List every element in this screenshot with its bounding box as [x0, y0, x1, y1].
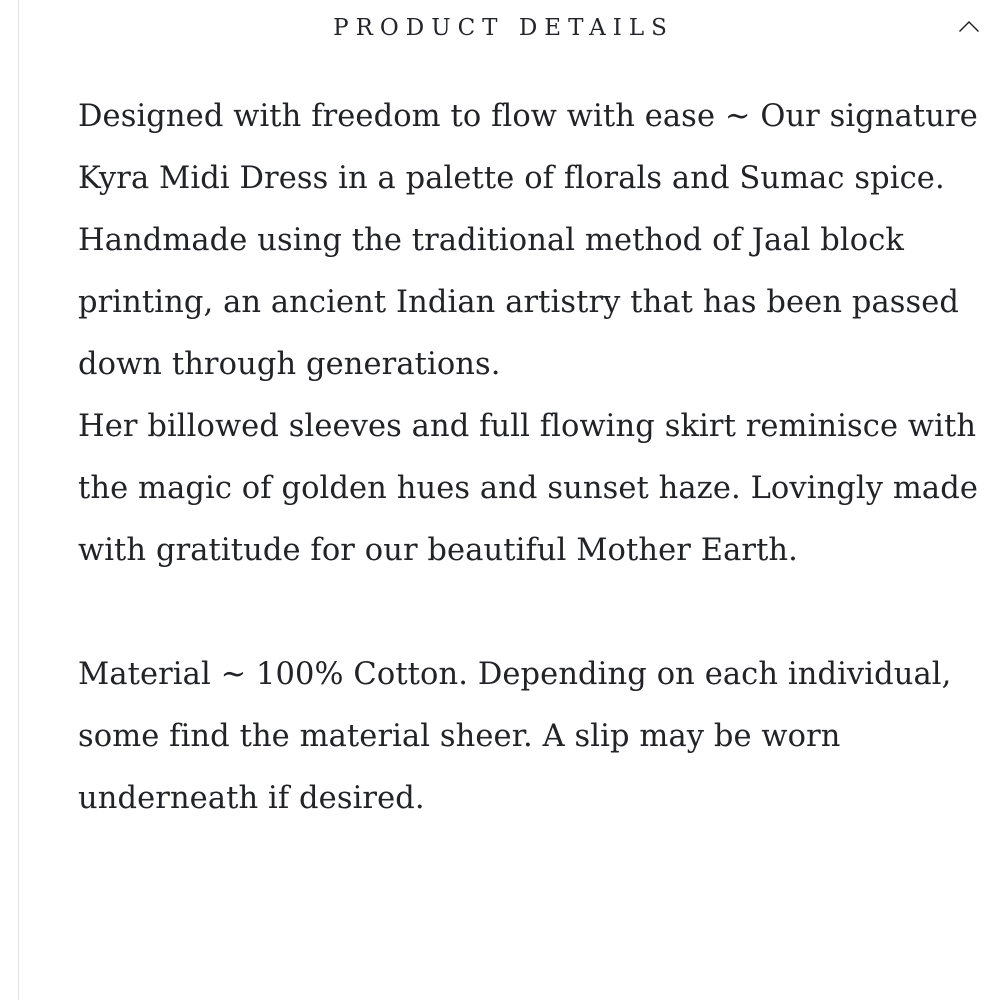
description-paragraph: Her billowed sleeves and full flowing skirt reminisce with the magic of golden hues and sunset haze. Lovingly made with gratitude for our beautiful Mother Earth.	[78, 409, 978, 568]
chevron-up-icon	[957, 15, 981, 39]
left-edge-divider	[18, 0, 19, 1000]
product-description	[78, 86, 986, 830]
section-header[interactable]	[0, 0, 1000, 56]
collapse-section-button[interactable]	[946, 6, 992, 48]
material-paragraph: Material ~ 100% Cotton. Depending on each individual, some find the material sheer. A slip may be worn underneath if desired.	[78, 657, 952, 816]
page-title: PRODUCT DETAILS	[333, 15, 674, 41]
description-paragraph: Designed with freedom to flow with ease ~ Our signature Kyra Midi Dress in a palette of florals and Sumac spice. Handmade using the traditional method of Jaal block printing, an ancient Indian artistry that has been passed down through generations.	[78, 99, 978, 382]
